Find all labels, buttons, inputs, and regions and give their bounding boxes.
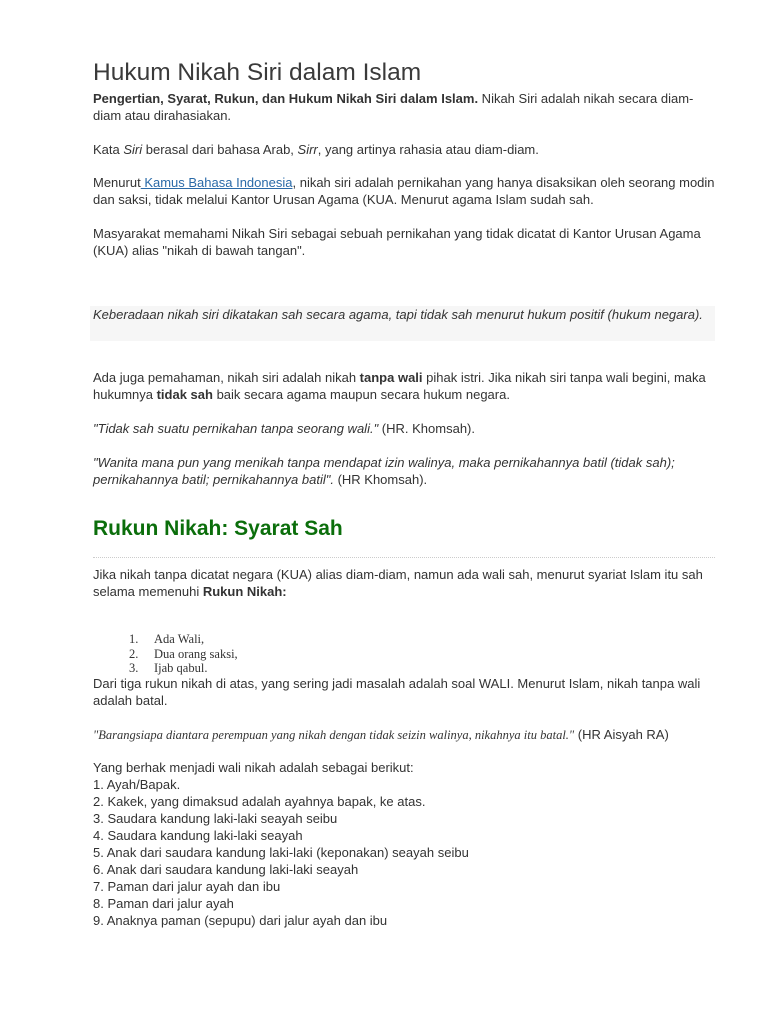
hadith-1 bbox=[93, 420, 715, 437]
list-item: 9. Anaknya paman (sepupu) dari jalur ayah dan ibu bbox=[93, 913, 388, 928]
wali-list-intro: Yang berhak menjadi wali nikah adalah sebagai berikut: bbox=[93, 760, 414, 775]
bold-tidak-sah: tidak sah bbox=[156, 387, 213, 402]
list-item: 7. Paman dari jalur ayah dan ibu bbox=[93, 879, 281, 894]
hadith-3 bbox=[93, 726, 715, 744]
intro-bold-lead: Pengertian, Syarat, Rukun, dan Hukum Nikah Siri dalam Islam. bbox=[93, 91, 479, 106]
list-item bbox=[129, 661, 238, 676]
list-item: 6. Anak dari saudara kandung laki-laki seayah bbox=[93, 862, 359, 877]
kamus-bahasa-indonesia-link[interactable]: Kamus Bahasa Indonesia bbox=[140, 175, 293, 190]
text-span: baik secara agama maupun secara hukum negara. bbox=[212, 387, 510, 402]
hadith-3-source: (HR Aisyah RA) bbox=[574, 727, 669, 742]
wali-problem-paragraph: Dari tiga rukun nikah di atas, yang sering jadi masalah adalah soal WALI. Menurut Islam, nikah tanpa wali adalah batal. bbox=[93, 676, 701, 708]
hadith-2-source: (HR Khomsah). bbox=[333, 472, 428, 487]
hadith-1-source: (HR. Khomsah). bbox=[378, 421, 475, 436]
hadith-1-quote: "Tidak sah suatu pernikahan tanpa seorang wali." bbox=[93, 421, 379, 436]
term-sirr: Sirr bbox=[297, 142, 318, 157]
bold-tanpa-wali: tanpa wali bbox=[359, 370, 423, 385]
wali-paragraph bbox=[93, 369, 715, 403]
list-item: 1. Ayah/Bapak. bbox=[93, 777, 181, 792]
list-text: Dua orang saksi, bbox=[154, 646, 238, 661]
intro-paragraph bbox=[93, 90, 715, 124]
text-span: Jika nikah tanpa dicatat negara (KUA) alias diam-diam, namun ada wali sah, menurut syariat Islam itu sah selama memenuhi bbox=[93, 567, 703, 599]
hadith-3-quote: "Barangsiapa diantara perempuan yang nikah dengan tidak seizin walinya, nikahnya itu batal." bbox=[93, 728, 575, 742]
intro-text: Nikah Siri adalah nikah secara diam-diam atau dirahasiakan. bbox=[93, 91, 694, 123]
list-item bbox=[129, 632, 238, 647]
wali-list bbox=[93, 776, 469, 929]
term-siri: Siri bbox=[123, 142, 143, 157]
text-span: pihak istri. Jika nikah siri tanpa wali begini, maka hukumnya bbox=[93, 370, 706, 402]
list-number: 3. bbox=[129, 661, 139, 675]
list-text: Ada Wali, bbox=[154, 632, 205, 646]
rukun-intro-paragraph bbox=[93, 566, 715, 600]
etymology-paragraph bbox=[93, 141, 715, 158]
text-span: , nikah siri adalah pernikahan yang hanya disaksikan oleh seorang modin dan saksi, tidak melalui Kantor Urusan Agama (KUA. Menurut agama Islam sudah sah. bbox=[93, 175, 715, 207]
list-item: 8. Paman dari jalur ayah bbox=[93, 896, 234, 911]
list-number: 1. bbox=[129, 632, 139, 646]
text-span: Menurut bbox=[93, 175, 141, 190]
hadith-2 bbox=[93, 454, 715, 488]
kbbi-paragraph bbox=[93, 174, 715, 208]
hadith-2-quote: "Wanita mana pun yang menikah tanpa mendapat izin walinya, maka pernikahannya batil (tidak sah); pernikahannya batil; pernikahannya batil". bbox=[93, 455, 675, 487]
list-text: Ijab qabul. bbox=[154, 661, 208, 675]
text-span: Kata bbox=[93, 142, 124, 157]
text-span: Ada juga pemahaman, nikah siri adalah nikah bbox=[93, 370, 360, 385]
highlight-quote-text: Keberadaan nikah siri dikatakan sah secara agama, tapi tidak sah menurut hukum positif (hukum negara). bbox=[93, 307, 703, 322]
list-item: 5. Anak dari saudara kandung laki-laki (keponakan) seayah seibu bbox=[93, 845, 469, 860]
list-item: 4. Saudara kandung laki-laki seayah bbox=[93, 828, 303, 843]
list-number: 2. bbox=[129, 646, 139, 661]
highlight-quote-box bbox=[90, 306, 715, 341]
list-item: 3. Saudara kandung laki-laki seayah seibu bbox=[93, 811, 338, 826]
section-divider bbox=[93, 557, 715, 558]
list-item bbox=[129, 647, 238, 662]
text-span: berasal dari bahasa Arab, bbox=[142, 142, 298, 157]
bold-rukun-nikah: Rukun Nikah: bbox=[202, 584, 287, 599]
section-heading: Rukun Nikah: Syarat Sah bbox=[93, 517, 343, 540]
text-span: , yang artinya rahasia atau diam-diam. bbox=[317, 142, 539, 157]
list-item: 2. Kakek, yang dimaksud adalah ayahnya bapak, ke atas. bbox=[93, 794, 426, 809]
society-paragraph: Masyarakat memahami Nikah Siri sebagai sebuah pernikahan yang tidak dicatat di Kantor Urusan Agama (KUA) alias "nikah di bawah tangan". bbox=[93, 226, 701, 258]
rukun-list bbox=[129, 632, 238, 676]
article-title: Hukum Nikah Siri dalam Islam bbox=[93, 59, 422, 86]
